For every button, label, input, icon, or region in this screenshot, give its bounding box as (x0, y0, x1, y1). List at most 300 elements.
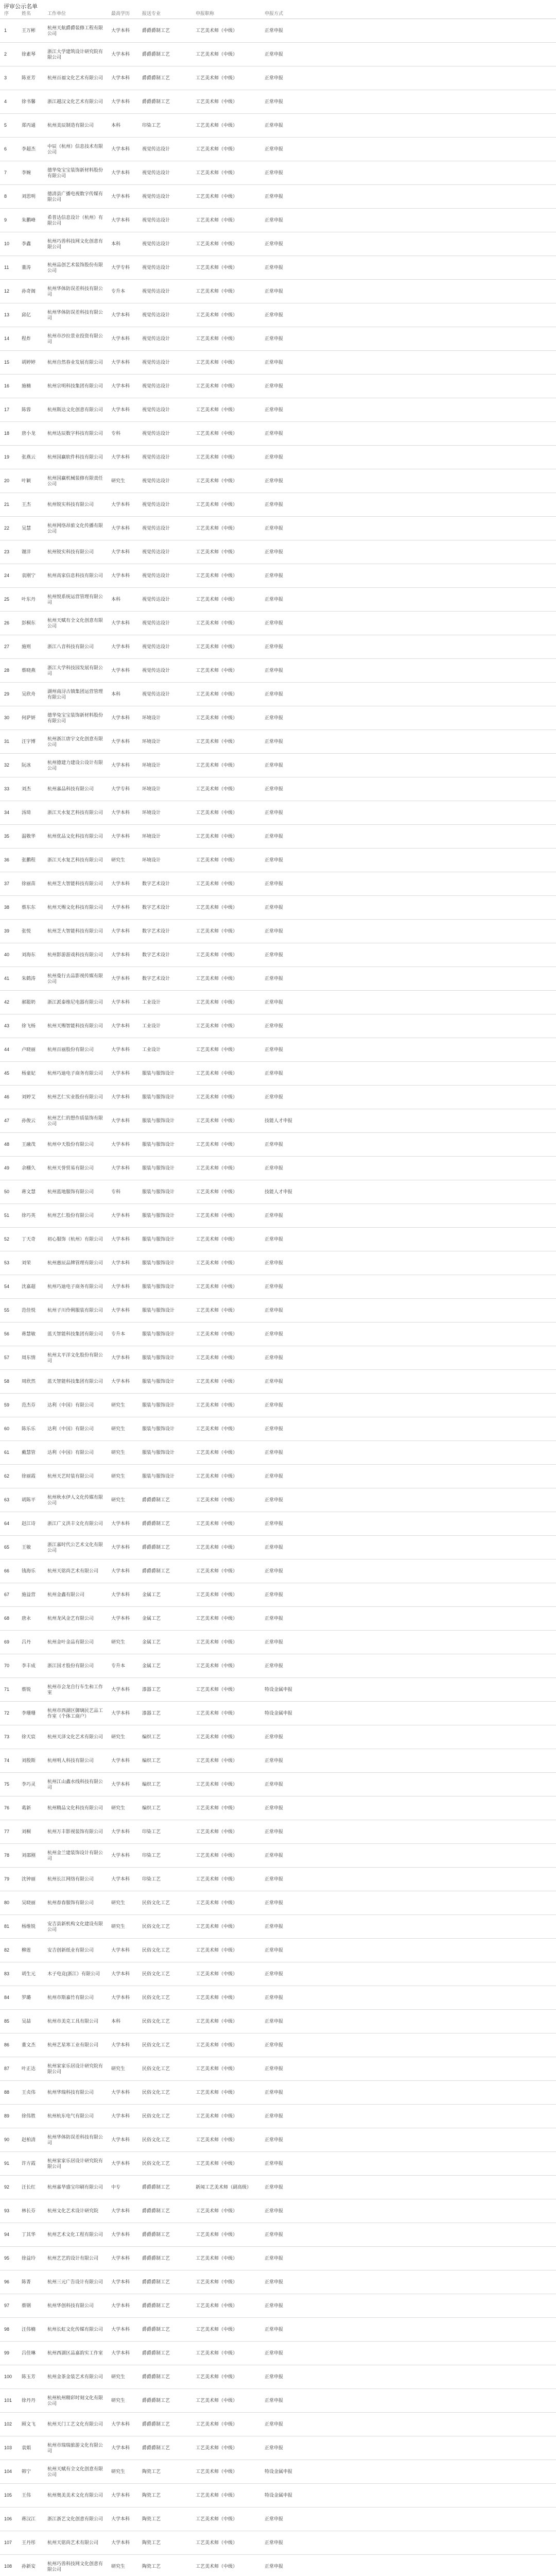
row-index: 29 (0, 683, 21, 706)
row-index: 58 (0, 1370, 21, 1394)
table-row (0, 825, 556, 849)
row-name: 陈菁 (21, 2270, 46, 2294)
row-index: 67 (0, 1583, 21, 1607)
row-education: 专科 (110, 1180, 141, 1204)
row-method: 正常申报 (264, 2531, 312, 2555)
row-spacer (312, 493, 556, 517)
row-education: 大学本科 (110, 1749, 141, 1773)
row-index: 12 (0, 280, 21, 303)
table-row (0, 754, 556, 777)
row-method: 特设金属申报 (264, 1702, 312, 1725)
row-name: 叶正达 (21, 2057, 46, 2081)
table-row (0, 2389, 556, 2413)
row-specialty: 民俗文化工艺 (141, 1939, 195, 1962)
row-specialty: 服装与服饰设计 (141, 1394, 195, 1417)
row-education: 大学本科 (110, 1370, 141, 1394)
row-education: 大学本科 (110, 43, 141, 66)
table-header-row (0, 8, 556, 19)
row-method: 正常申报 (264, 872, 312, 896)
row-index: 94 (0, 2223, 21, 2247)
row-employer: 杭州锐实科技有限公司 (46, 493, 110, 517)
row-education: 大学本科 (110, 730, 141, 754)
table-row (0, 2057, 556, 2081)
row-method: 正常申报 (264, 801, 312, 825)
row-specialty: 爵爵爵制工艺 (141, 1488, 195, 1512)
column-spacer (312, 8, 556, 19)
row-name: 杨维锐 (21, 1915, 46, 1939)
row-title: 工艺美术师（中级） (195, 1773, 264, 1797)
row-spacer (312, 1465, 556, 1488)
row-specialty: 服装与服饰设计 (141, 1323, 195, 1346)
table-row (0, 161, 556, 185)
row-index: 3 (0, 66, 21, 90)
row-index: 96 (0, 2270, 21, 2294)
row-employer: 杭州金茶金装艺术有限公司 (46, 2365, 110, 2389)
row-title: 工艺美术师（中级） (195, 43, 264, 66)
row-employer: 杭州天艺时装有限公司 (46, 1465, 110, 1488)
row-title: 工艺美术师（中级） (195, 1678, 264, 1702)
row-title: 工艺美术师（中级） (195, 209, 264, 232)
row-employer: 杭州宗明科技集团有限公司 (46, 375, 110, 398)
table-row (0, 1820, 556, 1844)
table-row (0, 1844, 556, 1868)
row-education: 大学本科 (110, 1702, 141, 1725)
table-row (0, 114, 556, 138)
row-title: 工艺美术师（中级） (195, 1275, 264, 1299)
row-index: 30 (0, 706, 21, 730)
row-index: 82 (0, 1939, 21, 1962)
row-title: 工艺美术师（中级） (195, 588, 264, 612)
row-employer: 杭州百福文化艺术有限公司 (46, 66, 110, 90)
column-header: 序 (0, 8, 21, 19)
table-row (0, 1465, 556, 1488)
row-title: 工艺美术师（中级） (195, 1631, 264, 1654)
row-index: 19 (0, 446, 21, 469)
row-name: 徐丹丹 (21, 2389, 46, 2413)
row-specialty: 爵爵爵制工艺 (141, 2199, 195, 2223)
row-spacer (312, 1299, 556, 1323)
row-education: 研究生 (110, 2057, 141, 2081)
row-method: 正常申报 (264, 1299, 312, 1323)
row-education: 大学本科 (110, 2152, 141, 2176)
row-spacer (312, 469, 556, 493)
row-spacer (312, 375, 556, 398)
row-spacer (312, 43, 556, 66)
row-specialty: 陶瓷工艺 (141, 2531, 195, 2555)
row-index: 41 (0, 967, 21, 991)
row-name: 蒋慧敏 (21, 1323, 46, 1346)
row-specialty: 服装与服饰设计 (141, 1299, 195, 1323)
row-specialty: 环境设计 (141, 706, 195, 730)
row-spacer (312, 19, 556, 43)
row-employer: 杭州巧兽科技网文化创意有限公司 (46, 2555, 110, 2576)
row-method: 正常申报 (264, 1654, 312, 1678)
row-name: 李鑫 (21, 232, 46, 256)
table-row (0, 1086, 556, 1109)
row-spacer (312, 2294, 556, 2318)
row-specialty: 编织工艺 (141, 1749, 195, 1773)
row-specialty: 服装与服饰设计 (141, 1133, 195, 1157)
row-method: 正常申报 (264, 1370, 312, 1394)
row-employer: 杭州文化艺术设计研究院 (46, 2199, 110, 2223)
row-method: 正常申报 (264, 422, 312, 446)
page-title: 评审公示名单 (4, 4, 38, 10)
table-row (0, 2413, 556, 2436)
row-spacer (312, 2176, 556, 2199)
row-specialty: 民俗文化工艺 (141, 1986, 195, 2010)
row-index: 104 (0, 2460, 21, 2484)
row-specialty: 环境设计 (141, 849, 195, 872)
row-name: 许方霞 (21, 2152, 46, 2176)
row-specialty: 编织工艺 (141, 1797, 195, 1820)
row-spacer (312, 1820, 556, 1844)
row-specialty: 服装与服饰设计 (141, 1109, 195, 1133)
row-method: 正常申报 (264, 2105, 312, 2128)
row-index: 92 (0, 2176, 21, 2199)
row-method: 技能人才申报 (264, 1109, 312, 1133)
row-method: 特设金属申报 (264, 2484, 312, 2507)
table-row (0, 185, 556, 209)
row-spacer (312, 1417, 556, 1441)
row-name: 张悦 (21, 920, 46, 943)
row-index: 83 (0, 1962, 21, 1986)
nominee-table (0, 8, 556, 2576)
row-method: 正常申报 (264, 469, 312, 493)
row-specialty: 视觉传达设计 (141, 659, 195, 683)
row-spacer (312, 1939, 556, 1962)
row-title: 工艺美术师（中级） (195, 1986, 264, 2010)
column-header: 工作单位 (46, 8, 110, 19)
row-employer: 杭州艺仁的想作质装饰有限公司 (46, 1109, 110, 1133)
row-spacer (312, 1725, 556, 1749)
row-employer: 德华兔宝宝装饰新材料股份有限公司 (46, 161, 110, 185)
row-title: 工艺美术师（中级） (195, 375, 264, 398)
table-row (0, 706, 556, 730)
row-education: 大学本科 (110, 896, 141, 920)
row-method: 正常申报 (264, 138, 312, 161)
row-name: 徐巧英 (21, 1204, 46, 1228)
row-employer: 杭州长虹文化传媒有限公司 (46, 2318, 110, 2342)
row-education: 大学本科 (110, 2342, 141, 2365)
row-title: 工艺美术师（中级） (195, 1062, 264, 1086)
row-index: 31 (0, 730, 21, 754)
row-title: 工艺美术师（中级） (195, 1725, 264, 1749)
row-education: 大学本科 (110, 1512, 141, 1536)
row-education: 大学本科 (110, 2507, 141, 2531)
table-row (0, 1536, 556, 1560)
row-spacer (312, 2105, 556, 2128)
table-row (0, 1654, 556, 1678)
row-method: 正常申报 (264, 1607, 312, 1631)
row-employer: 杭州中天股份有限公司 (46, 1133, 110, 1157)
row-method: 正常申报 (264, 2247, 312, 2270)
row-title: 工艺美术师（中级） (195, 185, 264, 209)
table-row (0, 138, 556, 161)
row-title: 工艺美术师（中级） (195, 872, 264, 896)
row-specialty: 印染工艺 (141, 114, 195, 138)
row-spacer (312, 588, 556, 612)
row-method: 正常申报 (264, 706, 312, 730)
row-education: 大学本科 (110, 66, 141, 90)
row-education: 大学本科 (110, 635, 141, 659)
row-name: 张鹏程 (21, 849, 46, 872)
column-header: 姓名 (21, 8, 46, 19)
row-education: 大学本科 (110, 138, 141, 161)
row-index: 45 (0, 1062, 21, 1086)
row-name: 王万彬 (21, 19, 46, 43)
row-employer: 杭州天航爵爵装修工程有限公司 (46, 19, 110, 43)
row-employer: 杭州太平洋文化股份有限公司 (46, 1346, 110, 1370)
row-method: 技能人才申报 (264, 1180, 312, 1204)
row-name: 徐天宸 (21, 1725, 46, 1749)
row-spacer (312, 1323, 556, 1346)
row-employer: 蓝天智能科技集团有限公司 (46, 1323, 110, 1346)
row-method: 正常申报 (264, 1773, 312, 1797)
row-name: 刘思明 (21, 185, 46, 209)
table-row (0, 540, 556, 564)
row-specialty: 服装与服饰设计 (141, 1062, 195, 1086)
row-spacer (312, 540, 556, 564)
row-specialty: 民俗文化工艺 (141, 2152, 195, 2176)
row-title: 工艺美术师（中级） (195, 446, 264, 469)
row-title: 工艺美术师（中级） (195, 351, 264, 375)
row-name: 施楠 (21, 375, 46, 398)
row-name: 李婉 (21, 161, 46, 185)
row-spacer (312, 920, 556, 943)
row-employer: 杭州长江网络有限公司 (46, 1868, 110, 1891)
row-name: 周欣然 (21, 1370, 46, 1394)
row-index: 44 (0, 1038, 21, 1062)
table-row (0, 730, 556, 754)
row-spacer (312, 2057, 556, 2081)
row-specialty: 爵爵爵制工艺 (141, 2223, 195, 2247)
row-index: 20 (0, 469, 21, 493)
row-employer: 浙江大学科技园发展有限公司 (46, 659, 110, 683)
row-spacer (312, 1986, 556, 2010)
row-method: 正常申报 (264, 2270, 312, 2294)
row-specialty: 视觉传达设计 (141, 398, 195, 422)
row-specialty: 陶瓷工艺 (141, 2507, 195, 2531)
row-specialty: 陶瓷工艺 (141, 2460, 195, 2484)
row-education: 大学本科 (110, 2105, 141, 2128)
table-row (0, 1180, 556, 1204)
row-employer: 杭州影游游戏科技有限公司 (46, 943, 110, 967)
column-header: 申报方式 (264, 8, 312, 19)
row-title: 工艺美术师（中级） (195, 469, 264, 493)
row-title: 工艺美术师（中级） (195, 138, 264, 161)
row-method: 正常申报 (264, 1014, 312, 1038)
row-employer: 杭州网络昂旅文化传播有限公司 (46, 517, 110, 540)
row-name: 陈亚芳 (21, 66, 46, 90)
row-specialty: 服装与服饰设计 (141, 1204, 195, 1228)
row-title: 工艺美术师（中级） (195, 1797, 264, 1820)
row-method: 正常申报 (264, 90, 312, 114)
row-name: 刘邵刚 (21, 1844, 46, 1868)
row-specialty: 民俗文化工艺 (141, 2010, 195, 2033)
row-index: 46 (0, 1086, 21, 1109)
row-index: 54 (0, 1275, 21, 1299)
row-education: 研究生 (110, 2460, 141, 2484)
row-employer: 杭州江山鑫水线科技有限公司 (46, 1773, 110, 1797)
row-spacer (312, 2199, 556, 2223)
row-education: 本科 (110, 114, 141, 138)
row-name: 唐永 (21, 1607, 46, 1631)
row-title: 工艺美术师（中级） (195, 2199, 264, 2223)
row-title: 工艺美术师（中级） (195, 232, 264, 256)
row-name: 吕佳琳 (21, 2342, 46, 2365)
table-row (0, 398, 556, 422)
table-row (0, 493, 556, 517)
row-education: 本科 (110, 2010, 141, 2033)
row-education: 大学本科 (110, 1536, 141, 1560)
row-spacer (312, 1560, 556, 1583)
row-employer: 安吉创新纸业有限公司 (46, 1939, 110, 1962)
table-row (0, 2318, 556, 2342)
row-index: 33 (0, 777, 21, 801)
row-education: 大学本科 (110, 2223, 141, 2247)
row-employer: 杭州华体防误差科技有限公司 (46, 2128, 110, 2152)
row-spacer (312, 2484, 556, 2507)
row-method: 正常申报 (264, 43, 312, 66)
row-employer: 杭州金鑫有限公司 (46, 1583, 110, 1607)
row-method: 正常申报 (264, 1820, 312, 1844)
row-employer: 杭州芝大智能科技有限公司 (46, 872, 110, 896)
row-title: 工艺美术师（中级） (195, 2010, 264, 2033)
row-name: 徐丽霞 (21, 1465, 46, 1488)
row-education: 大学本科 (110, 1607, 141, 1631)
row-education: 大学本科 (110, 1962, 141, 1986)
row-education: 研究生 (110, 1417, 141, 1441)
row-employer: 杭州艺术文化工程有限公司 (46, 2223, 110, 2247)
row-specialty: 视觉传达设计 (141, 351, 195, 375)
row-employer: 杭州浙江唐宇文化创意有限公司 (46, 730, 110, 754)
table-row (0, 1394, 556, 1417)
row-employer: 杭州巧迪电子商务有限公司 (46, 1062, 110, 1086)
row-index: 24 (0, 564, 21, 588)
row-title: 新闻工艺美术师（副高级） (195, 2176, 264, 2199)
row-index: 107 (0, 2531, 21, 2555)
row-method: 正常申报 (264, 896, 312, 920)
row-title: 工艺美术师（中级） (195, 1560, 264, 1583)
row-spacer (312, 2223, 556, 2247)
row-title: 工艺美术师（中级） (195, 1915, 264, 1939)
row-education: 大学本科 (110, 351, 141, 375)
row-specialty: 工业设计 (141, 1014, 195, 1038)
row-name: 王杰 (21, 493, 46, 517)
row-spacer (312, 1631, 556, 1654)
row-employer: 杭州美辰制造有限公司 (46, 114, 110, 138)
table-row (0, 920, 556, 943)
row-title: 工艺美术师（中级） (195, 849, 264, 872)
row-specialty: 视觉传达设计 (141, 209, 195, 232)
table-row (0, 1891, 556, 1915)
row-specialty: 视觉传达设计 (141, 303, 195, 327)
row-employer: 杭州高家信息科技有限公司 (46, 564, 110, 588)
row-method: 正常申报 (264, 280, 312, 303)
row-spacer (312, 1891, 556, 1915)
row-employer: 浙江越汉文化艺术有限公司 (46, 90, 110, 114)
row-index: 28 (0, 659, 21, 683)
row-education: 大学本科 (110, 659, 141, 683)
row-method: 正常申报 (264, 303, 312, 327)
row-index: 64 (0, 1512, 21, 1536)
row-method: 正常申报 (264, 943, 312, 967)
row-spacer (312, 2128, 556, 2152)
row-spacer (312, 2389, 556, 2413)
table-row (0, 2247, 556, 2270)
row-education: 大学本科 (110, 1228, 141, 1251)
row-name: 陈乐乐 (21, 1417, 46, 1441)
table-row (0, 1702, 556, 1725)
table-row (0, 1299, 556, 1323)
row-spacer (312, 777, 556, 801)
row-index: 36 (0, 849, 21, 872)
row-title: 工艺美术师（中级） (195, 754, 264, 777)
row-title: 工艺美术师（中级） (195, 161, 264, 185)
row-employer: 杭州国赢机械装修有限责任公司 (46, 469, 110, 493)
table-row (0, 1607, 556, 1631)
row-specialty: 民俗文化工艺 (141, 2128, 195, 2152)
table-row (0, 896, 556, 920)
row-name: 汪伟楠 (21, 2318, 46, 2342)
row-name: 李巧灵 (21, 1773, 46, 1797)
row-index: 23 (0, 540, 21, 564)
row-index: 93 (0, 2199, 21, 2223)
row-index: 42 (0, 991, 21, 1014)
row-employer: 杭州蓝地服饰有限公司 (46, 1180, 110, 1204)
row-specialty: 服装与服饰设计 (141, 1157, 195, 1180)
row-employer: 杭州金兰建装饰设计有限公司 (46, 1844, 110, 1868)
row-employer: 浙江国才股份有限公司 (46, 1654, 110, 1678)
row-method: 正常申报 (264, 1204, 312, 1228)
row-specialty: 视觉传达设计 (141, 635, 195, 659)
row-title: 工艺美术师（中级） (195, 2270, 264, 2294)
row-name: 钱海乐 (21, 1560, 46, 1583)
row-method: 正常申报 (264, 2413, 312, 2436)
row-title: 工艺美术师（中级） (195, 1157, 264, 1180)
row-employer: 中辰（杭州）信息技术有限公司 (46, 138, 110, 161)
row-title: 工艺美术师（中级） (195, 1228, 264, 1251)
row-education: 大学本科 (110, 2436, 141, 2460)
row-index: 4 (0, 90, 21, 114)
table-row (0, 2081, 556, 2105)
row-index: 105 (0, 2484, 21, 2507)
table-row (0, 19, 556, 43)
row-method: 正常申报 (264, 2555, 312, 2576)
row-specialty: 印染工艺 (141, 1820, 195, 1844)
row-specialty: 工业设计 (141, 1038, 195, 1062)
table-row (0, 564, 556, 588)
row-name: 邱亿 (21, 303, 46, 327)
row-method: 正常申报 (264, 2010, 312, 2033)
row-name: 戴慧管 (21, 1441, 46, 1465)
row-method: 正常申报 (264, 1631, 312, 1654)
row-name: 王伟 (21, 2484, 46, 2507)
row-index: 81 (0, 1915, 21, 1939)
row-spacer (312, 635, 556, 659)
row-education: 研究生 (110, 2555, 141, 2576)
row-title: 工艺美术师（中级） (195, 2413, 264, 2436)
row-employer: 杭州市斯嘉竹有限公司 (46, 1986, 110, 2010)
row-name: 汪长红 (21, 2176, 46, 2199)
row-name: 胡生元 (21, 1962, 46, 1986)
row-index: 90 (0, 2128, 21, 2152)
row-name: 蔡锐 (21, 1678, 46, 1702)
row-spacer (312, 1915, 556, 1939)
row-title: 工艺美术师（中级） (195, 2223, 264, 2247)
row-education: 大学本科 (110, 1678, 141, 1702)
row-method: 正常申报 (264, 1962, 312, 1986)
